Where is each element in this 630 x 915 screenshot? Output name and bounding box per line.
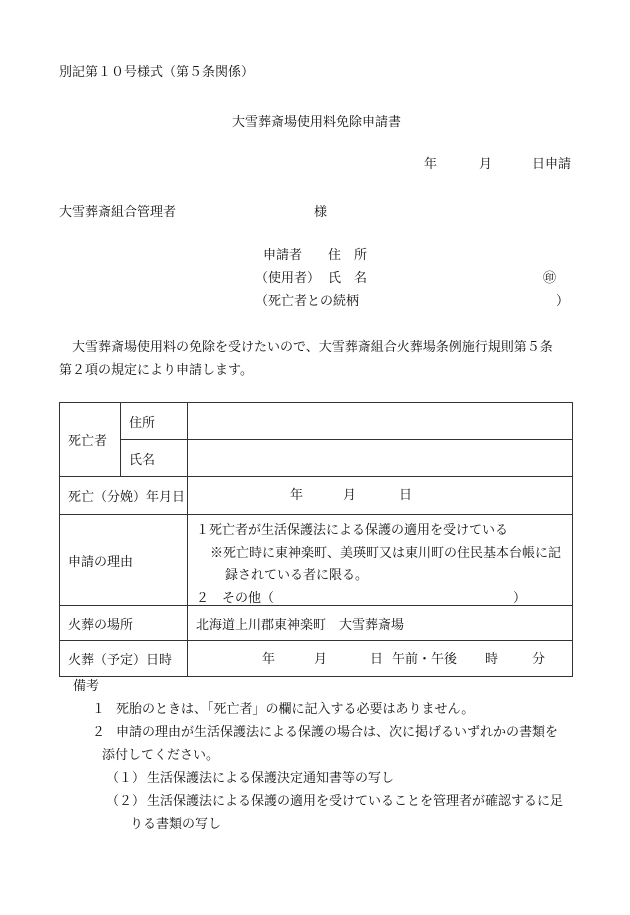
reason-note-2: 録されている者に限る。 [225,568,369,583]
death-date-label: 死亡（分娩）年月日 [68,490,186,505]
applicant-name-label: 氏 名 [328,271,368,286]
deceased-label: 死亡者 [68,434,108,449]
applicant-address-label: 住 所 [328,248,368,263]
cremation-label-cell [60,641,188,677]
death-date-label-cell [60,477,188,515]
addressee-honorific: 様 [314,205,328,220]
cremation-day: 日 [370,652,384,667]
date-day-suffix: 日申請 [532,157,572,172]
note-2-line-1: 申請の理由が生活保護法による保護の場合は、次に掲げるいずれかの書類を [116,725,559,740]
cremation-ampm: 午前・午後 [392,652,458,667]
note-1-text: 死胎のときは、「死亡者」の欄に記入する必要はありません。 [116,702,475,717]
reason-option-2-close: ） [513,591,527,606]
death-month: 月 [343,488,357,503]
deceased-name-label-cell [121,440,188,477]
reason-field[interactable] [188,515,573,606]
addressee-name: 大雪葬斎組合管理者 [59,205,177,220]
reason-label: 申請の理由 [68,554,134,570]
sub-note-1-text: 生活保護法による保護決定通知書等の写し [147,771,395,786]
deceased-address-label: 住所 [129,415,156,431]
note-2-line-2: 添付してください。 [102,748,220,763]
place-field [188,606,573,641]
user-label: （使用者） [255,271,321,286]
death-day: 日 [399,488,413,503]
page-title: 大雪葬斎場使用料免除申請書 [232,115,402,130]
body-line-1: 大雪葬斎場使用料の免除を受けたいので、大雪葬斎組合火葬場条例施行規則第５条 [72,340,553,355]
cremation-datetime-field[interactable] [188,641,573,677]
death-date-field[interactable] [188,477,573,515]
place-label-cell [60,606,188,641]
reason-option-2: ２ その他（ [196,591,275,606]
relation-label: （死亡者との続柄 [255,294,360,309]
seal-mark: ㊞ [543,271,557,286]
cremation-month: 月 [314,652,328,667]
sub-note-2-line-2: りる書類の写し [130,817,222,832]
application-table [59,402,573,677]
sub-note-2-line-1: 生活保護法による保護の適用を受けていることを管理者が確認するに足 [147,794,564,809]
deceased-name-label: 氏名 [129,452,156,468]
body-line-2: 第２項の規定により申請します。 [59,363,253,378]
cremation-hour: 時 [485,652,499,667]
cremation-label: 火葬（予定）日時 [68,653,173,668]
deceased-address-field[interactable] [188,403,573,440]
note-2-number: ２ [92,725,106,740]
reason-note-1: ※死亡時に東神楽町、美瑛町又は東川町の住民基本台帳に記 [210,546,562,561]
place-label: 火葬の場所 [68,617,134,633]
deceased-address-label-cell [121,403,188,440]
relation-close: ） [556,294,570,309]
date-month: 月 [479,157,493,172]
reason-option-1: １死亡者が生活保護法による保護の適用を受けている [196,523,509,538]
notes-heading: 備考 [73,679,100,694]
note-1-number: １ [92,702,106,717]
cremation-minute: 分 [532,652,546,667]
deceased-name-field[interactable] [188,440,573,477]
cremation-year: 年 [262,652,276,667]
deceased-label-cell [60,403,121,477]
reason-label-cell [60,515,188,606]
sub-note-1-number: （１） [106,771,146,786]
date-year: 年 [424,157,438,172]
form-reference: 別記第１０号様式（第５条関係） [59,65,255,80]
place-value: 北海道上川郡東神楽町 大雪葬斎場 [196,617,405,633]
sub-note-2-number: （２） [106,794,146,809]
applicant-label: 申請者 [263,248,303,263]
death-year: 年 [290,488,304,503]
